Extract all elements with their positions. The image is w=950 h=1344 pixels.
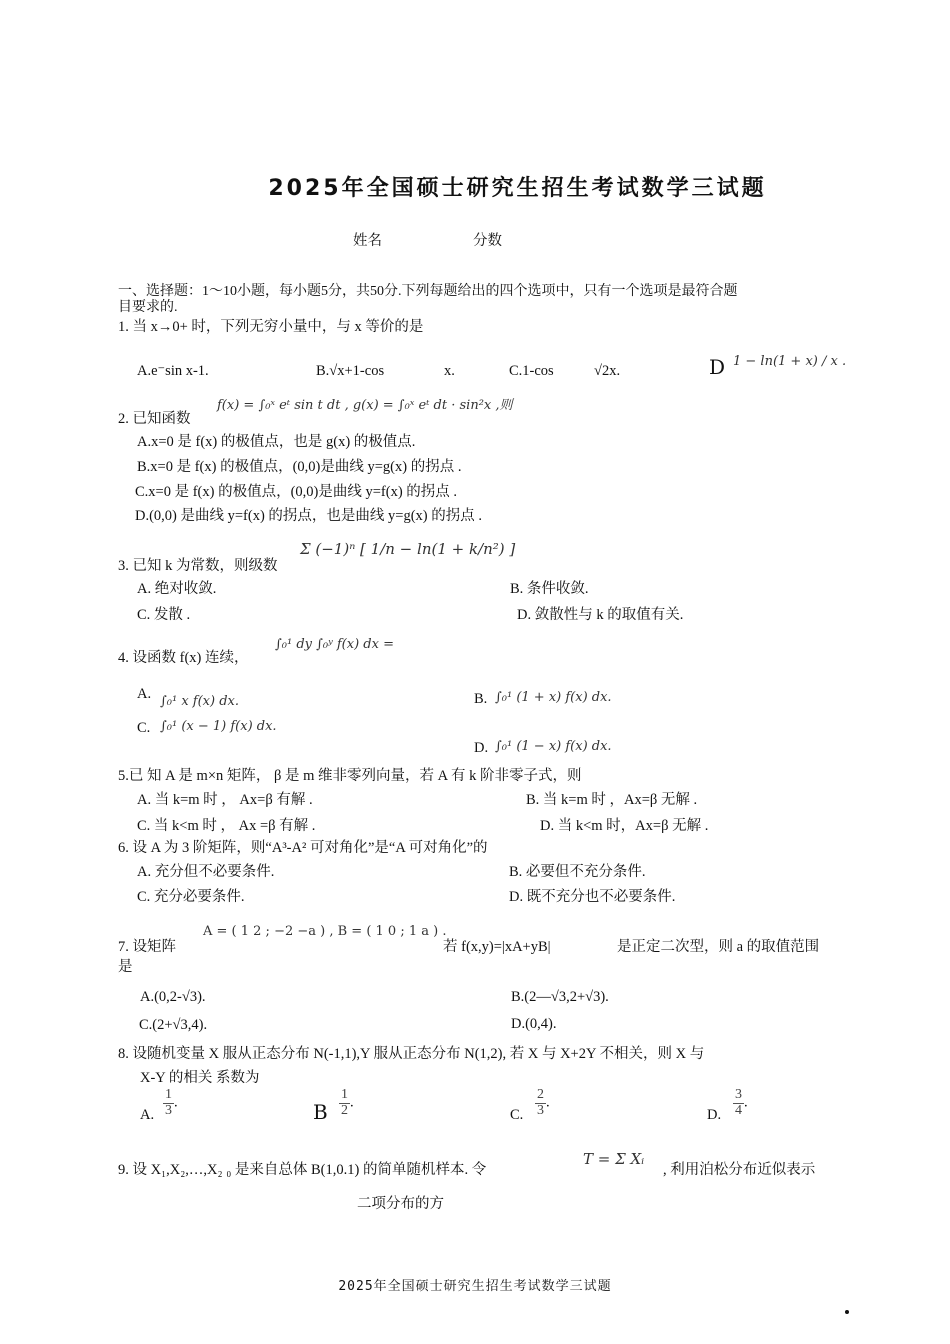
q5-option-a: A. 当 k=m 时 ， Ax=β 有解 . — [137, 792, 313, 808]
q5-option-b: B. 当 k=m 时 ，Ax=β 无解 . — [526, 792, 698, 808]
section-intro-line2: 目要求的. — [118, 300, 178, 315]
q1-stem: 1. 当 x→0+ 时，下列无穷小量中，与 x 等价的是 — [118, 319, 424, 335]
q3-option-a: A. 绝对收敛. — [137, 581, 217, 597]
q4-option-c-label: C. — [137, 720, 151, 736]
q4-option-b: ∫₀¹ (1 + x) f(x) dx. — [495, 690, 612, 705]
q7-stem-line2: 是 — [118, 959, 133, 975]
q7-option-b: B.(2—√3,2+√3). — [511, 989, 609, 1005]
q7-option-d: D.(0,4). — [511, 1016, 557, 1032]
q3-formula: Σ (−1)ⁿ [ 1/n − ln(1 + k/n²) ] — [300, 540, 516, 558]
q7-option-c: C.(2+√3,4). — [139, 1017, 208, 1033]
q7-matrices: A = ( 1 2 ; −2 −a ) , B = ( 1 0 ; 1 a ) . — [203, 924, 447, 939]
page-dot-mark — [845, 1310, 849, 1314]
q3-stem: 3. 已知 k 为常数，则级数 — [118, 558, 278, 574]
q7-stem-suffix: 是正定二次型，则 a 的取值范围 — [617, 939, 820, 955]
q1-option-d-letter: D — [709, 355, 726, 379]
q8-option-d-den: 4 — [735, 1102, 742, 1118]
q6-option-a: A. 充分但不必要条件. — [137, 864, 275, 880]
q8-option-c-den: 3 — [537, 1102, 544, 1118]
q2-option-d: D.(0,0) 是曲线 y=f(x) 的拐点，也是曲线 y=g(x) 的拐点 . — [135, 508, 483, 524]
q8-option-d-label: D. — [707, 1107, 722, 1123]
q4-option-d: ∫₀¹ (1 − x) f(x) dx. — [495, 739, 612, 754]
q8-option-b-den: 2 — [341, 1102, 348, 1118]
q8-stem-line2: X-Y 的相关 系数为 — [140, 1070, 260, 1086]
q3-option-c: C. 发散 . — [137, 607, 191, 623]
q5-option-d: D. 当 k<m 时，Ax=β 无解 . — [540, 818, 709, 834]
q9-formula: T = Σ Xᵢ — [583, 1150, 645, 1168]
q1-option-c-tail: √2x. — [594, 363, 621, 379]
q6-option-c: C. 充分必要条件. — [137, 889, 245, 905]
q4-stem: 4. 设函数 f(x) 连续， — [118, 650, 249, 666]
q2-option-a: A.x=0 是 f(x) 的极值点，也是 g(x) 的极值点. — [137, 434, 416, 450]
q9-stem-suffix: , 利用泊松分布近似表示 — [663, 1162, 816, 1178]
q8-option-a-num: 1 — [165, 1087, 172, 1102]
q4-option-d-label: D. — [474, 740, 489, 756]
q8-option-c-num: 2 — [537, 1087, 544, 1102]
q7-option-a: A.(0,2-√3). — [140, 989, 206, 1005]
q1-option-d-formula: 1 − ln(1 + x) / x . — [733, 354, 847, 369]
q5-option-c: C. 当 k<m 时 ， Ax =β 有解 . — [137, 818, 316, 834]
q3-option-d: D. 敛散性与 k 的取值有关. — [517, 607, 684, 623]
section-intro-line1: 一、选择题：1～10小题，每小题5分，共50分.下列每题给出的四个选项中，只有一个选项是最符合题 — [118, 284, 738, 299]
page-footer: 2025年全国硕士研究生招生考试数学三试题 — [338, 1279, 612, 1294]
q8-option-a-label: A. — [140, 1107, 155, 1123]
q8-stem-line1: 8. 设随机变量 X 服从正态分布 N(-1,1),Y 服从正态分布 N(1,2), 若 X 与 X+2Y 不相关，则 X 与 — [118, 1046, 705, 1062]
q4-option-a-label: A. — [137, 686, 152, 702]
q2-stem: 2. 已知函数 — [118, 411, 191, 427]
q2-option-b: B.x=0 是 f(x) 的极值点，(0,0)是曲线 y=g(x) 的拐点 . — [137, 459, 462, 475]
q7-stem-prefix: 7. 设矩阵 — [118, 939, 176, 955]
q4-option-a: ∫₀¹ x f(x) dx. — [160, 694, 239, 709]
q2-option-c: C.x=0 是 f(x) 的极值点，(0,0)是曲线 y=f(x) 的拐点 . — [135, 484, 458, 500]
q4-formula: ∫₀¹ dy ∫₀ʸ f(x) dx = — [275, 637, 394, 652]
q1-option-c: C.1-cos — [509, 363, 554, 379]
q8-option-a-den: 3 — [165, 1102, 172, 1118]
q1-option-b-tail: x. — [444, 363, 455, 379]
q9-stem: 9. 设 X₁,X₂,…,X₂ ₀ 是来自总体 B(1,0.1) 的简单随机样本. 令 — [118, 1162, 487, 1178]
q2-formula: f(x) = ∫₀ˣ eᵗ sin t dt , g(x) = ∫₀ˣ eᵗ dt · sin²x ,则 — [217, 398, 513, 413]
q8-option-b-num: 1 — [341, 1087, 348, 1102]
q8-option-a-fraction: $\frac{1}{3}$ . — [165, 1087, 178, 1118]
q8-option-c-label: C. — [510, 1107, 524, 1123]
q8-option-b-fraction: $\frac{1}{2}$ . — [341, 1087, 354, 1118]
q8-option-b-label: B — [313, 1100, 328, 1124]
page-title: 2025年全国硕士研究生招生考试数学三试题 — [268, 176, 767, 201]
q8-option-d-fraction: $\frac{3}{4}$ . — [735, 1087, 748, 1118]
score-label: 分数 — [473, 233, 502, 249]
q8-option-c-fraction: $\frac{2}{3}$ . — [537, 1087, 550, 1118]
q6-option-b: B. 必要但不充分条件. — [509, 864, 646, 880]
q9-stem-line2: 二项分布的方 — [357, 1196, 444, 1212]
q1-option-b: B.√x+1-cos — [316, 363, 385, 379]
q6-option-d: D. 既不充分也不必要条件. — [509, 889, 676, 905]
q4-option-b-label: B. — [474, 691, 488, 707]
q4-option-c: ∫₀¹ (x − 1) f(x) dx. — [160, 719, 277, 734]
q3-option-b: B. 条件收敛. — [510, 581, 589, 597]
q1-option-a: A.e⁻sin x-1. — [137, 363, 209, 379]
name-label: 姓名 — [353, 233, 382, 249]
q7-stem-mid: 若 f(x,y)=|xA+yB| — [443, 939, 551, 955]
q5-stem: 5.已 知 A 是 m×n 矩阵， β 是 m 维非零列向量，若 A 有 k 阶非零子式，则 — [118, 768, 582, 784]
q8-option-d-num: 3 — [735, 1087, 742, 1102]
q6-stem: 6. 设 A 为 3 阶矩阵，则“A³-A² 可对角化”是“A 可对角化”的 — [118, 840, 488, 856]
